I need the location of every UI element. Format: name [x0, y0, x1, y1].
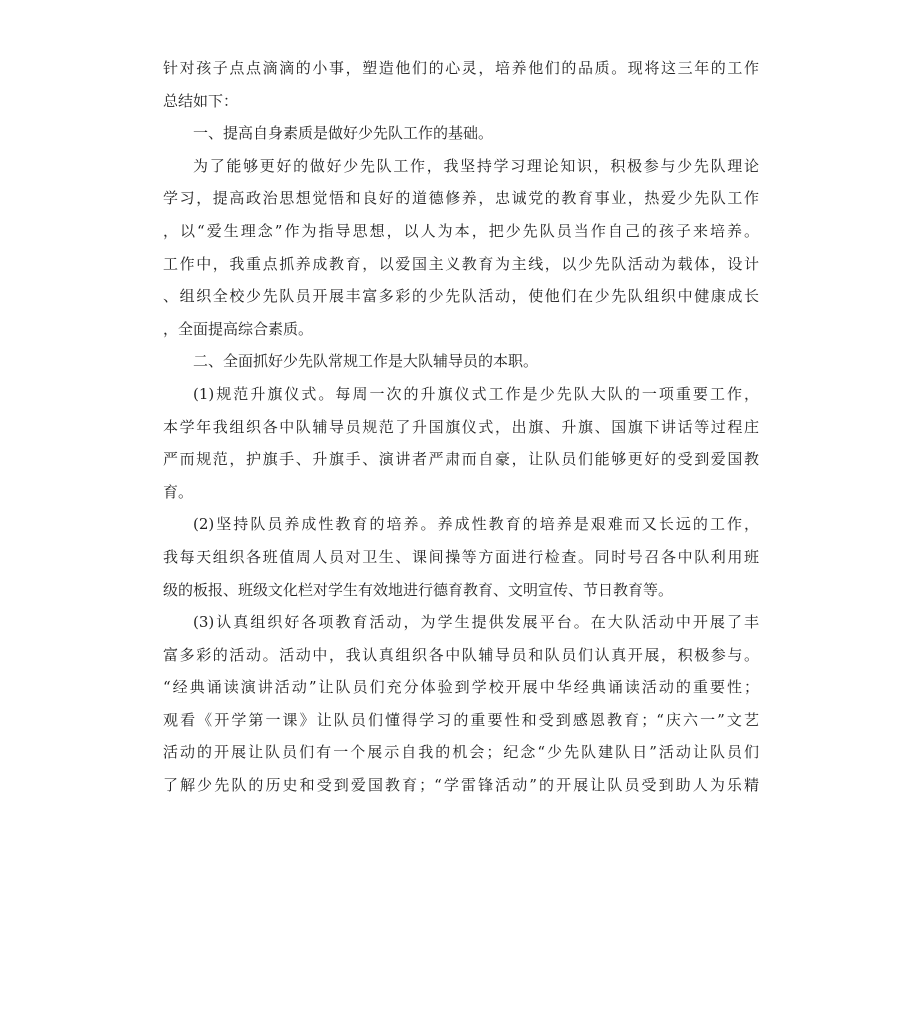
text-line: 了解少先队的历史和受到爱国教育；“学雷锋活动”的开展让队员受到助人为乐精 [163, 776, 759, 795]
text-line: “经典诵读演讲活动”让队员们充分体验到学校开展中华经典诵读活动的重要性； [163, 678, 759, 697]
text-line: 富多彩的活动。活动中，我认真组织各中队辅导员和队员们认真开展，积极参与。 [163, 645, 759, 664]
text-line: (3)认真组织好各项教育活动，为学生提供发展平台。在大队活动中开展了丰 [193, 613, 759, 632]
text-line: (2)坚持队员养成性教育的培养。养成性教育的培养是艰难而又长远的工作， [193, 515, 759, 534]
text-line: 学习，提高政治思想觉悟和良好的道德修养，忠诚党的教育事业，热爱少先队工作 [163, 189, 759, 208]
text-line: ，全面提高综合素质。 [163, 319, 314, 338]
text-line: 严而规范，护旗手、升旗手、演讲者严肃而自豪，让队员们能够更好的受到爱国教 [163, 450, 759, 469]
text-line: 总结如下： [163, 91, 239, 110]
text-line: 级的板报、班级文化栏对学生有效地进行德育教育、文明宣传、节日教育等。 [163, 580, 674, 599]
document-body [163, 52, 759, 802]
text-line: 、组织全校少先队员开展丰富多彩的少先队活动，使他们在少先队组织中健康成长 [163, 287, 759, 306]
text-line: 育。 [163, 482, 194, 501]
section-heading: 一、提高自身素质是做好少先队工作的基础。 [193, 124, 494, 143]
text-line: 活动的开展让队员们有一个展示自我的机会；纪念“少先队建队日”活动让队员们 [163, 743, 759, 762]
text-line: 观看《开学第一课》让队员们懂得学习的重要性和受到感恩教育；“庆六一”文艺 [163, 710, 759, 729]
text-line: 工作中，我重点抓养成教育，以爱国主义教育为主线，以少先队活动为载体，设计 [163, 254, 759, 273]
text-line: 为了能够更好的做好少先队工作，我坚持学习理论知识，积极参与少先队理论 [193, 156, 759, 175]
section-heading: 二、全面抓好少先队常规工作是大队辅导员的本职。 [193, 352, 539, 371]
text-line: 针对孩子点点滴滴的小事，塑造他们的心灵，培养他们的品质。现将这三年的工作 [163, 59, 759, 77]
text-line: 我每天组织各班值周人员对卫生、课间操等方面进行检查。同时号召各中队利用班 [163, 547, 759, 566]
text-line: 本学年我组织各中队辅导员规范了升国旗仪式，出旗、升旗、国旗下讲话等过程庄 [163, 417, 759, 436]
text-line: (1)规范升旗仪式。每周一次的升旗仪式工作是少先队大队的一项重要工作， [193, 384, 759, 403]
text-line: ，以“爱生理念”作为指导思想，以人为本，把少先队员当作自己的孩子来培养。 [163, 221, 759, 240]
